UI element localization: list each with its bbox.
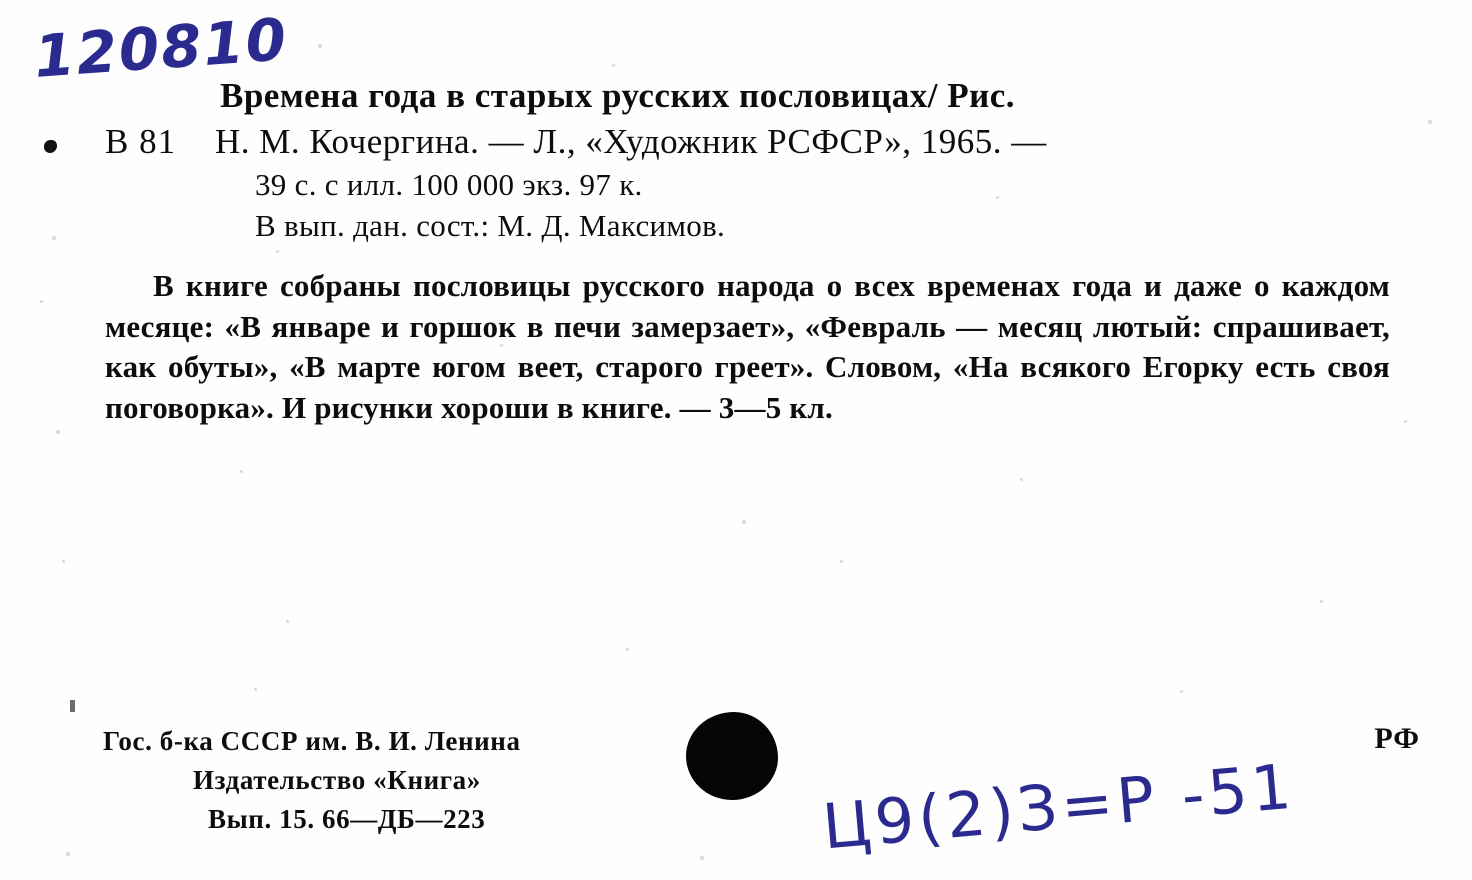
margin-tick-icon: [70, 700, 75, 712]
title-line-secondary: Н. М. Кочергина. — Л., «Художник РСФСР», 1965. —: [215, 122, 1047, 161]
title-line-primary: Времена года в старых русских пословицах/ Рис.: [220, 76, 1016, 115]
stamp-rf-label: РФ: [1374, 722, 1420, 755]
bibliographic-record: [105, 76, 1395, 428]
shelfmark: В 81: [105, 122, 177, 161]
annotation-body: В книге собраны пословицы русского народа о всех временах года и даже о каждом месяце: «В январе и горшок в печи замерзает», «Февраль — месяц лютый: спрашивает, как обуты», «В марте югом веет, старого греет». Словом, «На всякого Егорку есть своя поговорка». И рисунки хороши в книге. — 3—5 кл.: [105, 268, 1390, 425]
footer-publisher: Издательство «Книга»: [193, 765, 481, 796]
annotation-text: [105, 266, 1390, 428]
footer-issue-number: Вып. 15. 66—ДБ—223: [208, 804, 486, 835]
physical-description: 39 с. с илл. 100 000 экз. 97 к.: [255, 167, 643, 202]
ink-blot-stamp: [686, 712, 778, 800]
footer-library-name: Гос. б-ка СССР им. В. И. Ленина: [103, 726, 521, 756]
compiler-note: В вып. дан. сост.: М. Д. Максимов.: [255, 208, 726, 243]
card-footer: [103, 722, 521, 839]
handwritten-accession-number: 120810: [31, 5, 291, 91]
shelfmark-row: [105, 122, 1395, 162]
handwritten-classmark: Ц9(2)З=Р -51: [819, 749, 1298, 864]
margin-dot-icon: [44, 140, 57, 153]
